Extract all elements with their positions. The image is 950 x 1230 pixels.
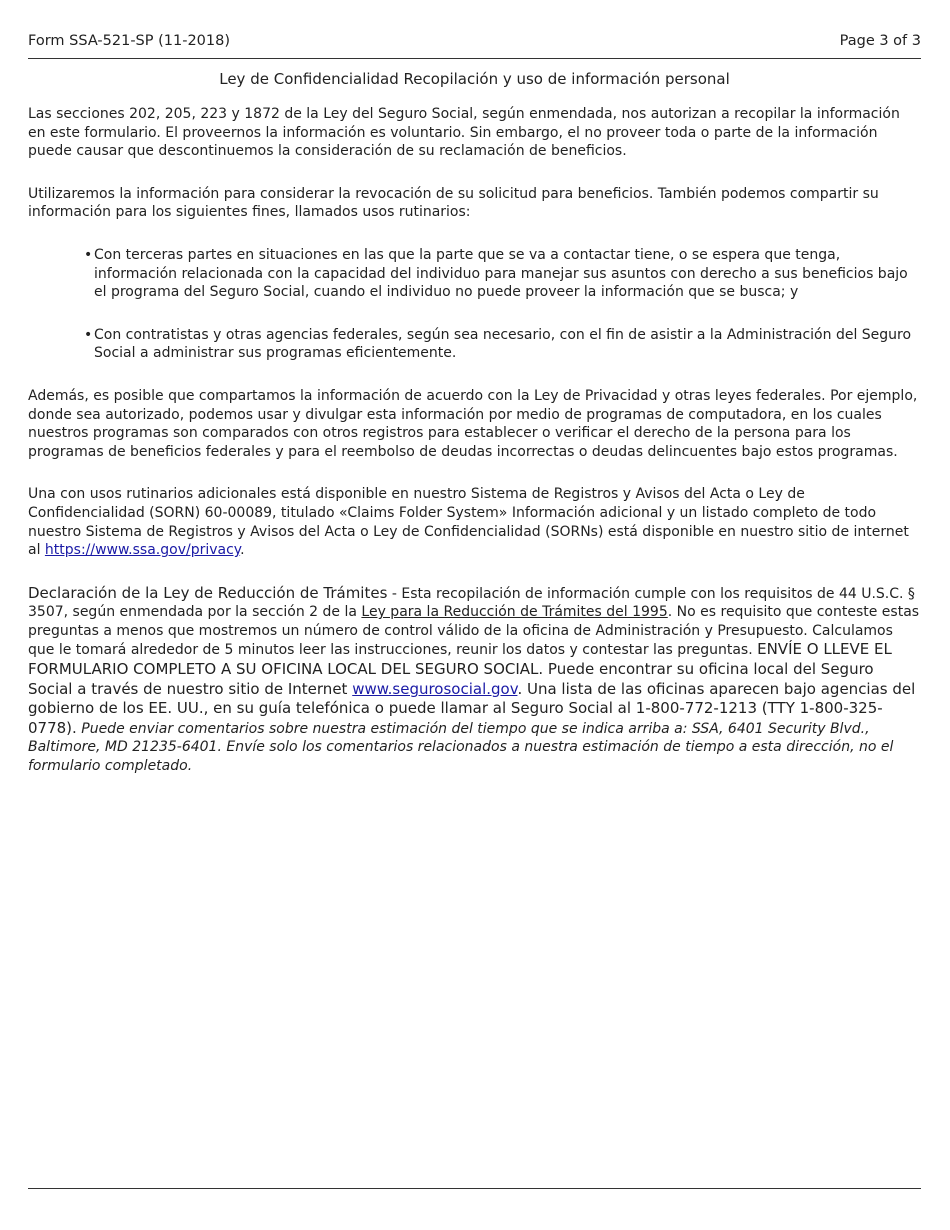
page-title: Ley de Confidencialidad Recopilación y uso de información personal [219,70,730,88]
sorn-text: Una con usos rutinarios adicionales está disponible en nuestro Sistema de Registros y Avisos del Acta o Ley de Confidencialidad (SORN) 60-00089, titulado «Claims Folder System» Información adicional y un listado completo de todo nuestro Sistema de Registros y Avisos del Acta o Ley de Confidencialidad (SORNs) está disponible en nuestro sitio de internet al [28,486,909,559]
list-item [28,326,921,363]
bottom-divider [28,1188,921,1189]
paragraph-privacy-act: Además, es posible que compartamos la información de acuerdo con la Ley de Privacidad y otras leyes federales. Por ejemplo, donde sea autorizado, podemos usar y divulgar esta información por medio de programas de computadora, en los cuales nuestros programas son comparados con otros registros para establecer o verificar el derecho de la persona para los programas de beneficios federales y para el reembolso de deudas incorrectas o deudas delincuentes bajo estos programas. [28,387,918,460]
paperwork-text-b: . No es requisito que conteste estas preguntas a menos que mostremos un número de control válido de la oficina de Administración y Presupuesto. Calculamos que le tomará alrededor de 5 minutos leer las instrucciones, reunir los datos y contestar las preguntas. [28,604,920,659]
segurosocial-link[interactable]: www.segurosocial.gov [352,679,518,698]
paragraph-sorn [28,485,921,559]
page-number: Page 3 of 3 [839,33,921,49]
list-item-text: Con contratistas y otras agencias federales, según sea necesario, con el fin de asistir a la Administración del Seguro Social a administrar sus programas eficientemente. [94,326,912,362]
paperwork-heading: Declaración de la Ley de Reducción de Trámites [28,583,388,602]
paperwork-text-c: ENVÍE O LLEVE EL FORMULARIO COMPLETO A SU OFICINA LOCAL DEL SEGURO SOCIAL. Puede encontrar su oficina local del Seguro Social a través de nuestro sitio de Internet [28,640,892,698]
paperwork-text-d: . Una lista de las oficinas aparecen bajo agencias del gobierno de los EE. UU., en su guía telefónica o puede llamar al Seguro Social al 1-800-772-1213 (TTY 1-800-325-0778). [28,679,916,737]
form-id: Form SSA-521-SP (11-2018) [28,33,231,49]
paragraph-routine-uses: Utilizaremos la información para considerar la revocación de su solicitud para beneficios. También podemos compartir su información para los siguientes fines, llamados usos rutinarios: [28,185,879,221]
paperwork-italic: Puede enviar comentarios sobre nuestra estimación del tiempo que se indica arriba a: SSA, 6401 Security Blvd., Baltimore, MD 21235-6401. Envíe solo los comentarios relacionados a nuestra estimación de tiempo a esta dirección, no el formulario completado. [28,720,894,775]
paperwork-text-a: - Esta recopilación de información cumple con los requisitos de 44 U.S.C. § 3507, según enmendada por la sección 2 de la [28,585,915,621]
sorn-end: . [240,542,245,559]
paragraph-authority: Las secciones 202, 205, 223 y 1872 de la Ley del Seguro Social, según enmendada, nos autorizan a recopilar la información en este formulario. El proveernos la información es voluntario. Sin embargo, el no proveer toda o parte de la información puede causar que descontinuemos la consideración de su reclamación de beneficios. [28,106,900,160]
bullet-icon: • [84,246,93,263]
paperwork-law: Ley para la Reducción de Trámites del 1995 [361,604,668,621]
paragraph-paperwork [28,584,921,776]
page-header [28,33,921,49]
top-divider [28,58,921,59]
list-item [28,246,921,302]
list-item-text: Con terceras partes en situaciones en las que la parte que se va a contactar tiene, o se espera que tenga, información relacionada con la capacidad del individuo para manejar sus asuntos con derecho a sus beneficios bajo el programa del Seguro Social, cuando el individuo no puede proveer la información que se busca; y [94,246,908,301]
bullet-icon: • [84,326,93,343]
document-body [28,105,921,776]
privacy-link[interactable]: https://www.ssa.gov/privacy [44,542,241,559]
